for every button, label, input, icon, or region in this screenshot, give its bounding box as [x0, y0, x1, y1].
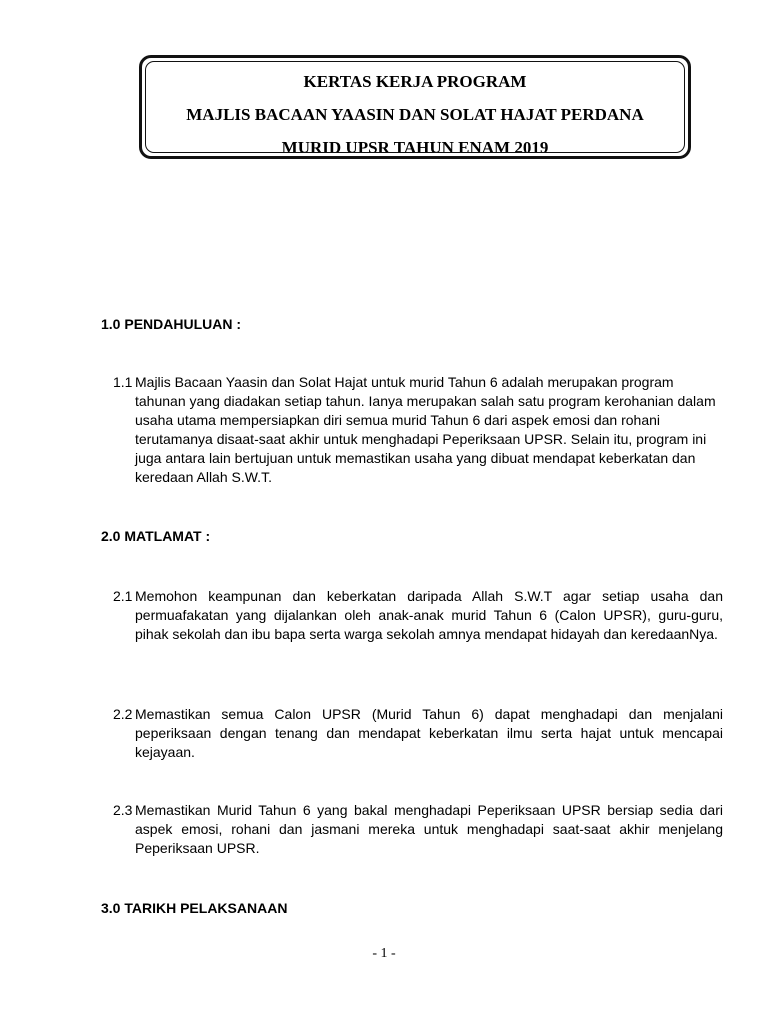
item-text: Majlis Bacaan Yaasin dan Solat Hajat untuk murid Tahun 6 adalah merupakan program tahunan yang diadakan setiap tahun. Ianya merupakan salah satu program kerohanian dalam usaha utama mempersiapkan diri semua murid Tahun 6 dari aspek emosi dan rohani terutamanya disaat-saat akhir untuk menghadapi Peperiksaan UPSR. Selain itu, program ini juga antara lain bertujuan untuk memastikan usaha yang dibuat mendapat keberkatan dan keredaan Allah S.W.T. — [135, 374, 716, 485]
item-number: 1.1 — [113, 374, 133, 390]
list-item-2-2 — [101, 705, 723, 762]
title-box-inner — [145, 61, 685, 153]
section-heading-pendahuluan: 1.0 PENDAHULUAN : — [101, 316, 242, 332]
title-box — [139, 55, 691, 159]
list-item-2-1 — [101, 587, 723, 644]
document-title-line-1: KERTAS KERJA PROGRAM — [303, 72, 527, 91]
list-item-2-3 — [101, 801, 723, 858]
list-item-1-1 — [101, 373, 723, 487]
item-number: 2.3 — [113, 802, 133, 818]
document-title-line-3: MURID UPSR TAHUN ENAM 2019 — [281, 138, 549, 153]
section-heading-matlamat: 2.0 MATLAMAT : — [101, 528, 211, 544]
item-text: Memastikan Murid Tahun 6 yang bakal menghadapi Peperiksaan UPSR bersiap sedia dari aspek emosi, rohani dan jasmani mereka untuk menghadapi saat-saat akhir menjelang Peperiksaan UPSR. — [135, 802, 723, 856]
item-text: Memastikan semua Calon UPSR (Murid Tahun 6) dapat menghadapi dan menjalani peperiksaan dengan tenang dan mendapat keberkatan ilmu serta hajat untuk mencapai kejayaan. — [135, 706, 723, 760]
item-number: 2.2 — [113, 706, 133, 722]
item-number: 2.1 — [113, 588, 133, 604]
section-heading-tarikh-pelaksanaan: 3.0 TARIKH PELAKSANAAN — [101, 900, 288, 916]
item-text: Memohon keampunan dan keberkatan daripada Allah S.W.T agar setiap usaha dan permuafakatan yang dijalankan oleh anak-anak murid Tahun 6 (Calon UPSR), guru-guru, pihak sekolah dan ibu bapa serta warga sekolah amnya mendapat hidayah dan keredaanNya. — [135, 588, 723, 642]
document-title-line-2: MAJLIS BACAAN YAASIN DAN SOLAT HAJAT PERDANA — [186, 105, 644, 124]
page-number: - 1 - — [372, 946, 396, 961]
